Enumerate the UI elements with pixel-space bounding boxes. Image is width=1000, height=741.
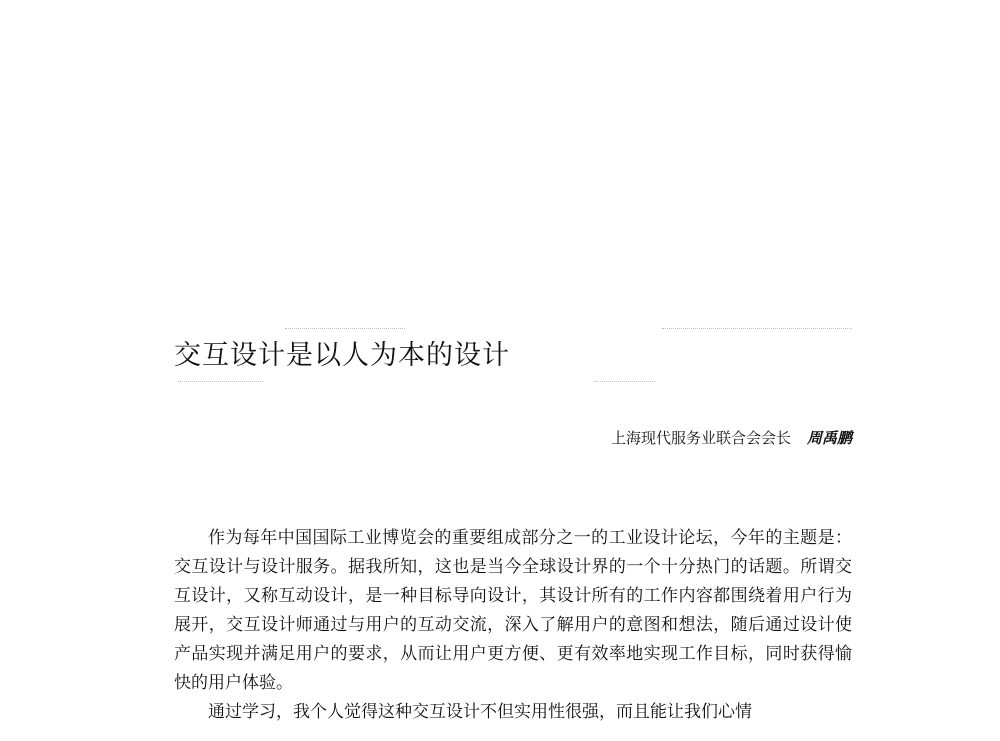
scan-speckle bbox=[595, 381, 655, 385]
scan-speckle bbox=[285, 328, 405, 332]
article-title: 交互设计是以人为本的设计 bbox=[174, 340, 510, 371]
body-paragraph: 作为每年中国国际工业博览会的重要组成部分之一的工业设计论坛，今年的主题是：交互设计与设计服务。据我所知，这也是当今全球设计界的一个十分热门的话题。所谓交互设计，又称互动设计，是一种目标导向设计，其设计所有的工作内容都围绕着用户行为展开，交互设计师通过与用户的互动交流，深入了解用户的意图和想法，随后通过设计使产品实现并满足用户的要求，从而让用户更方便、更有效率地实现工作目标，同时获得愉快的用户体验。 bbox=[174, 528, 852, 693]
scan-speckle bbox=[662, 328, 852, 332]
body-paragraph: 通过学习，我个人觉得这种交互设计不但实用性很强，而且能让我们心情 bbox=[208, 702, 752, 722]
byline bbox=[611, 428, 852, 448]
author-affiliation: 上海现代服务业联合会会长 bbox=[610, 429, 791, 447]
author-name: 周禹鹏 bbox=[806, 429, 852, 447]
scan-speckle bbox=[178, 381, 263, 385]
article-body bbox=[174, 524, 852, 727]
